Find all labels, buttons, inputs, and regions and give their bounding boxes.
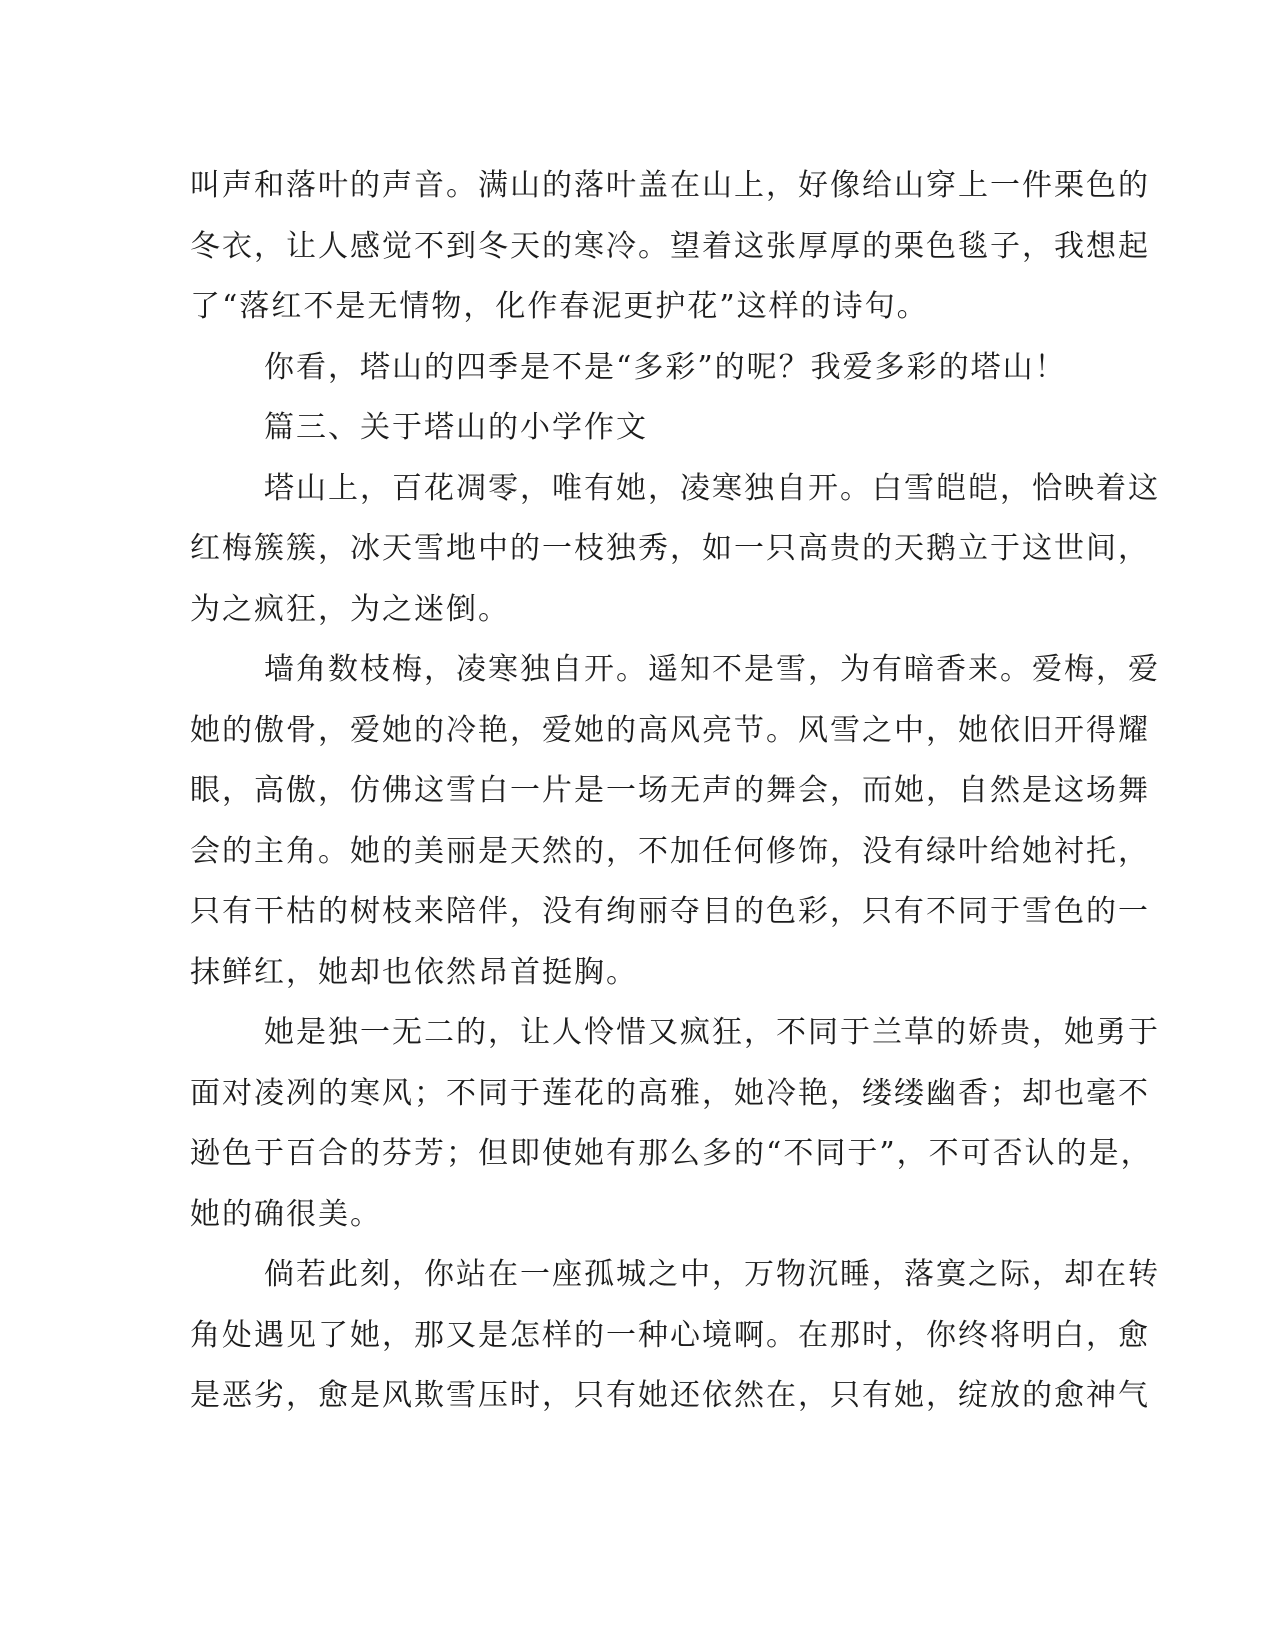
text-line: 抹鲜红，她却也依然昂首挺胸。: [190, 954, 638, 990]
paragraph-start-line: 墙角数枝梅，凌寒独自开。遥知不是雪，为有暗香来。爱梅，爱: [264, 652, 1160, 687]
text-line: 她的傲骨，爱她的冷艳，爱她的高风亮节。风雪之中，她依旧开得耀: [190, 712, 1150, 748]
text-line: 她的确很美。: [190, 1196, 382, 1232]
paragraph-start-line: 塔山上，百花凋零，唯有她，凌寒独自开。白雪皑皑，恰映着这: [264, 470, 1160, 506]
text-line: 眼，高傲，仿佛这雪白一片是一场无声的舞会，而她，自然是这场舞: [190, 773, 1150, 808]
text-line: 会的主角。她的美丽是天然的，不加任何修饰，没有绿叶给她衬托，: [190, 833, 1150, 869]
essay-body: [190, 156, 1160, 1427]
text-line: 为之疯狂，为之迷倒。: [190, 591, 510, 627]
paragraph-start-line: 倘若此刻，你站在一座孤城之中，万物沉睡，落寞之际，却在转: [264, 1257, 1160, 1292]
text-line: 角处遇见了她，那又是怎样的一种心境啊。在那时，你终将明白，愈: [190, 1317, 1150, 1353]
text-line: 红梅簇簇，冰天雪地中的一枝独秀，如一只高贵的天鹅立于这世间，: [190, 531, 1150, 566]
text-line: 面对凌冽的寒风；不同于莲花的高雅，她冷艳，缕缕幽香；却也毫不: [190, 1075, 1150, 1111]
text-line: 冬衣，让人感觉不到冬天的寒冷。望着这张厚厚的栗色毯子，我想起: [190, 228, 1150, 264]
text-line: 逊色于百合的芬芳；但即使她有那么多的“不同于”，不可否认的是，: [190, 1136, 1153, 1171]
paragraph-start-line: 你看，塔山的四季是不是“多彩”的呢？我爱多彩的塔山！: [264, 349, 1067, 385]
text-line: 叫声和落叶的声音。满山的落叶盖在山上，好像给山穿上一件栗色的: [190, 168, 1150, 203]
text-line: 只有干枯的树枝来陪伴，没有绚丽夺目的色彩，只有不同于雪色的一: [190, 894, 1150, 929]
text-line: 是恶劣，愈是风欺雪压时，只有她还依然在，只有她，绽放的愈神气: [190, 1378, 1150, 1413]
section-heading: 篇三、关于塔山的小学作文: [264, 410, 648, 445]
paragraph-start-line: 她是独一无二的，让人怜惜又疯狂，不同于兰草的娇贵，她勇于: [264, 1015, 1160, 1050]
text-line: 了“落红不是无情物，化作春泥更护花”这样的诗句。: [190, 289, 929, 324]
